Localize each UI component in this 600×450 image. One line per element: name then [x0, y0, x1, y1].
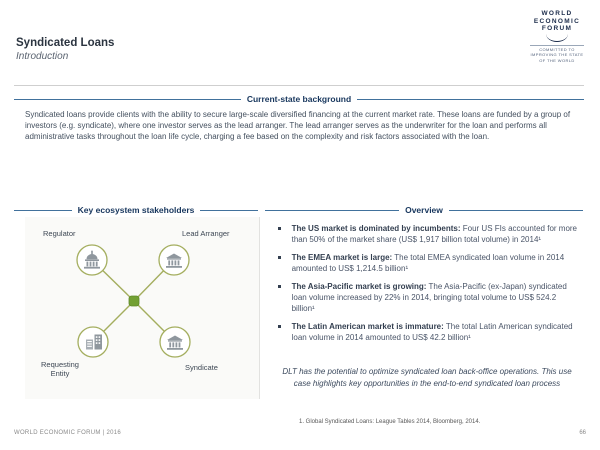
background-section-title: Current-state background — [246, 94, 352, 104]
header-divider — [14, 85, 584, 86]
stakeholders-section-header — [14, 205, 258, 215]
list-item — [277, 281, 579, 314]
divider-line — [357, 99, 584, 100]
center-node — [129, 296, 139, 306]
node-label-syndicate: Syndicate — [185, 363, 218, 372]
overview-bullet-list — [277, 223, 579, 350]
wef-swoosh-icon — [546, 34, 568, 42]
wef-logo-word-2: ECONOMIC — [533, 17, 581, 25]
wef-logo — [528, 10, 586, 64]
divider-line — [14, 210, 72, 211]
divider-line — [265, 210, 399, 211]
wef-logo-word-3: FORUM — [541, 25, 573, 32]
footer-org-year: WORLD ECONOMIC FORUM | 2016 — [14, 430, 122, 436]
list-item — [277, 223, 579, 245]
list-item — [277, 321, 579, 343]
page-number: 66 — [579, 430, 586, 436]
bullet-marker — [278, 227, 281, 230]
divider-line — [449, 210, 583, 211]
bullet-rest: The total Latin American syndicated loan volume in 2014 amounted to US$ 42.2 billion¹ — [291, 322, 573, 342]
bullet-lead: The US market is dominated by incumbents: — [291, 224, 461, 233]
wef-tagline-3: OF THE WORLD — [539, 58, 575, 64]
title-block — [16, 36, 114, 63]
wef-tagline-2: IMPROVING THE STATE — [530, 52, 584, 58]
bullet-marker — [278, 285, 281, 288]
node-label-lead-arranger: Lead Arranger — [182, 229, 230, 238]
background-paragraph: Syndicated loans provide clients with the ability to secure large-scale diversified financing at the current market rate. These loans are funded by a group of investors (e.g. syndicate), where one investor serves as the lead arranger. The lead arranger serves as the underwriter for the loan and performs all administrative tasks throughout the loan life cycle, charging a fee based on the complexity and risk factors associated with the loan. — [25, 110, 571, 141]
wef-logo-word-1: WORLD — [541, 10, 573, 17]
overview-section-header — [265, 205, 583, 215]
bullet-text — [292, 321, 579, 343]
page-subtitle: Introduction — [16, 51, 69, 62]
wef-tagline-1: COMMITTED TO — [539, 46, 575, 52]
list-item — [277, 252, 579, 274]
footnote: 1. Global Syndicated Loans: League Tables 2014, Bloomberg, 2014. — [299, 419, 481, 425]
bullet-marker — [278, 256, 281, 259]
bullet-text — [292, 252, 579, 274]
divider-line — [200, 210, 258, 211]
node-label-requesting-entity: Requesting Entity — [41, 360, 79, 378]
bullet-lead: The Latin American market is immature: — [291, 322, 444, 331]
bullet-text — [292, 223, 579, 245]
logo-divider — [530, 45, 584, 46]
background-section-header — [14, 94, 584, 104]
stakeholders-section-title: Key ecosystem stakeholders — [77, 205, 195, 215]
bullet-rest: The Asia-Pacific (ex-Japan) syndicated loan volume increased by 22% in 2014, bringing total volume to US$ 524.2 billion¹ — [291, 282, 567, 313]
page-title: Syndicated Loans — [16, 37, 115, 49]
bullet-rest: The total EMEA syndicated loan volume in 2014 amounted to US$ 1,214.5 billion¹ — [291, 253, 565, 273]
node-label-regulator: Regulator — [43, 229, 76, 238]
dlt-callout: DLT has the potential to optimize syndicated loan back-office operations. This use case highlights key opportunities in the end-to-end syndicated loan process — [282, 367, 572, 388]
divider-line — [14, 99, 241, 100]
bullet-text — [292, 281, 579, 314]
overview-section-title: Overview — [405, 205, 443, 215]
bullet-marker — [278, 325, 281, 328]
bullet-lead: The EMEA market is large: — [291, 253, 393, 262]
stakeholders-diagram — [25, 217, 260, 399]
bullet-lead: The Asia-Pacific market is growing: — [291, 282, 427, 291]
bullet-rest: Four US FIs accounted for more than 50% of the market share (US$ 1,917 billion total volume) in 2014¹ — [291, 224, 578, 244]
